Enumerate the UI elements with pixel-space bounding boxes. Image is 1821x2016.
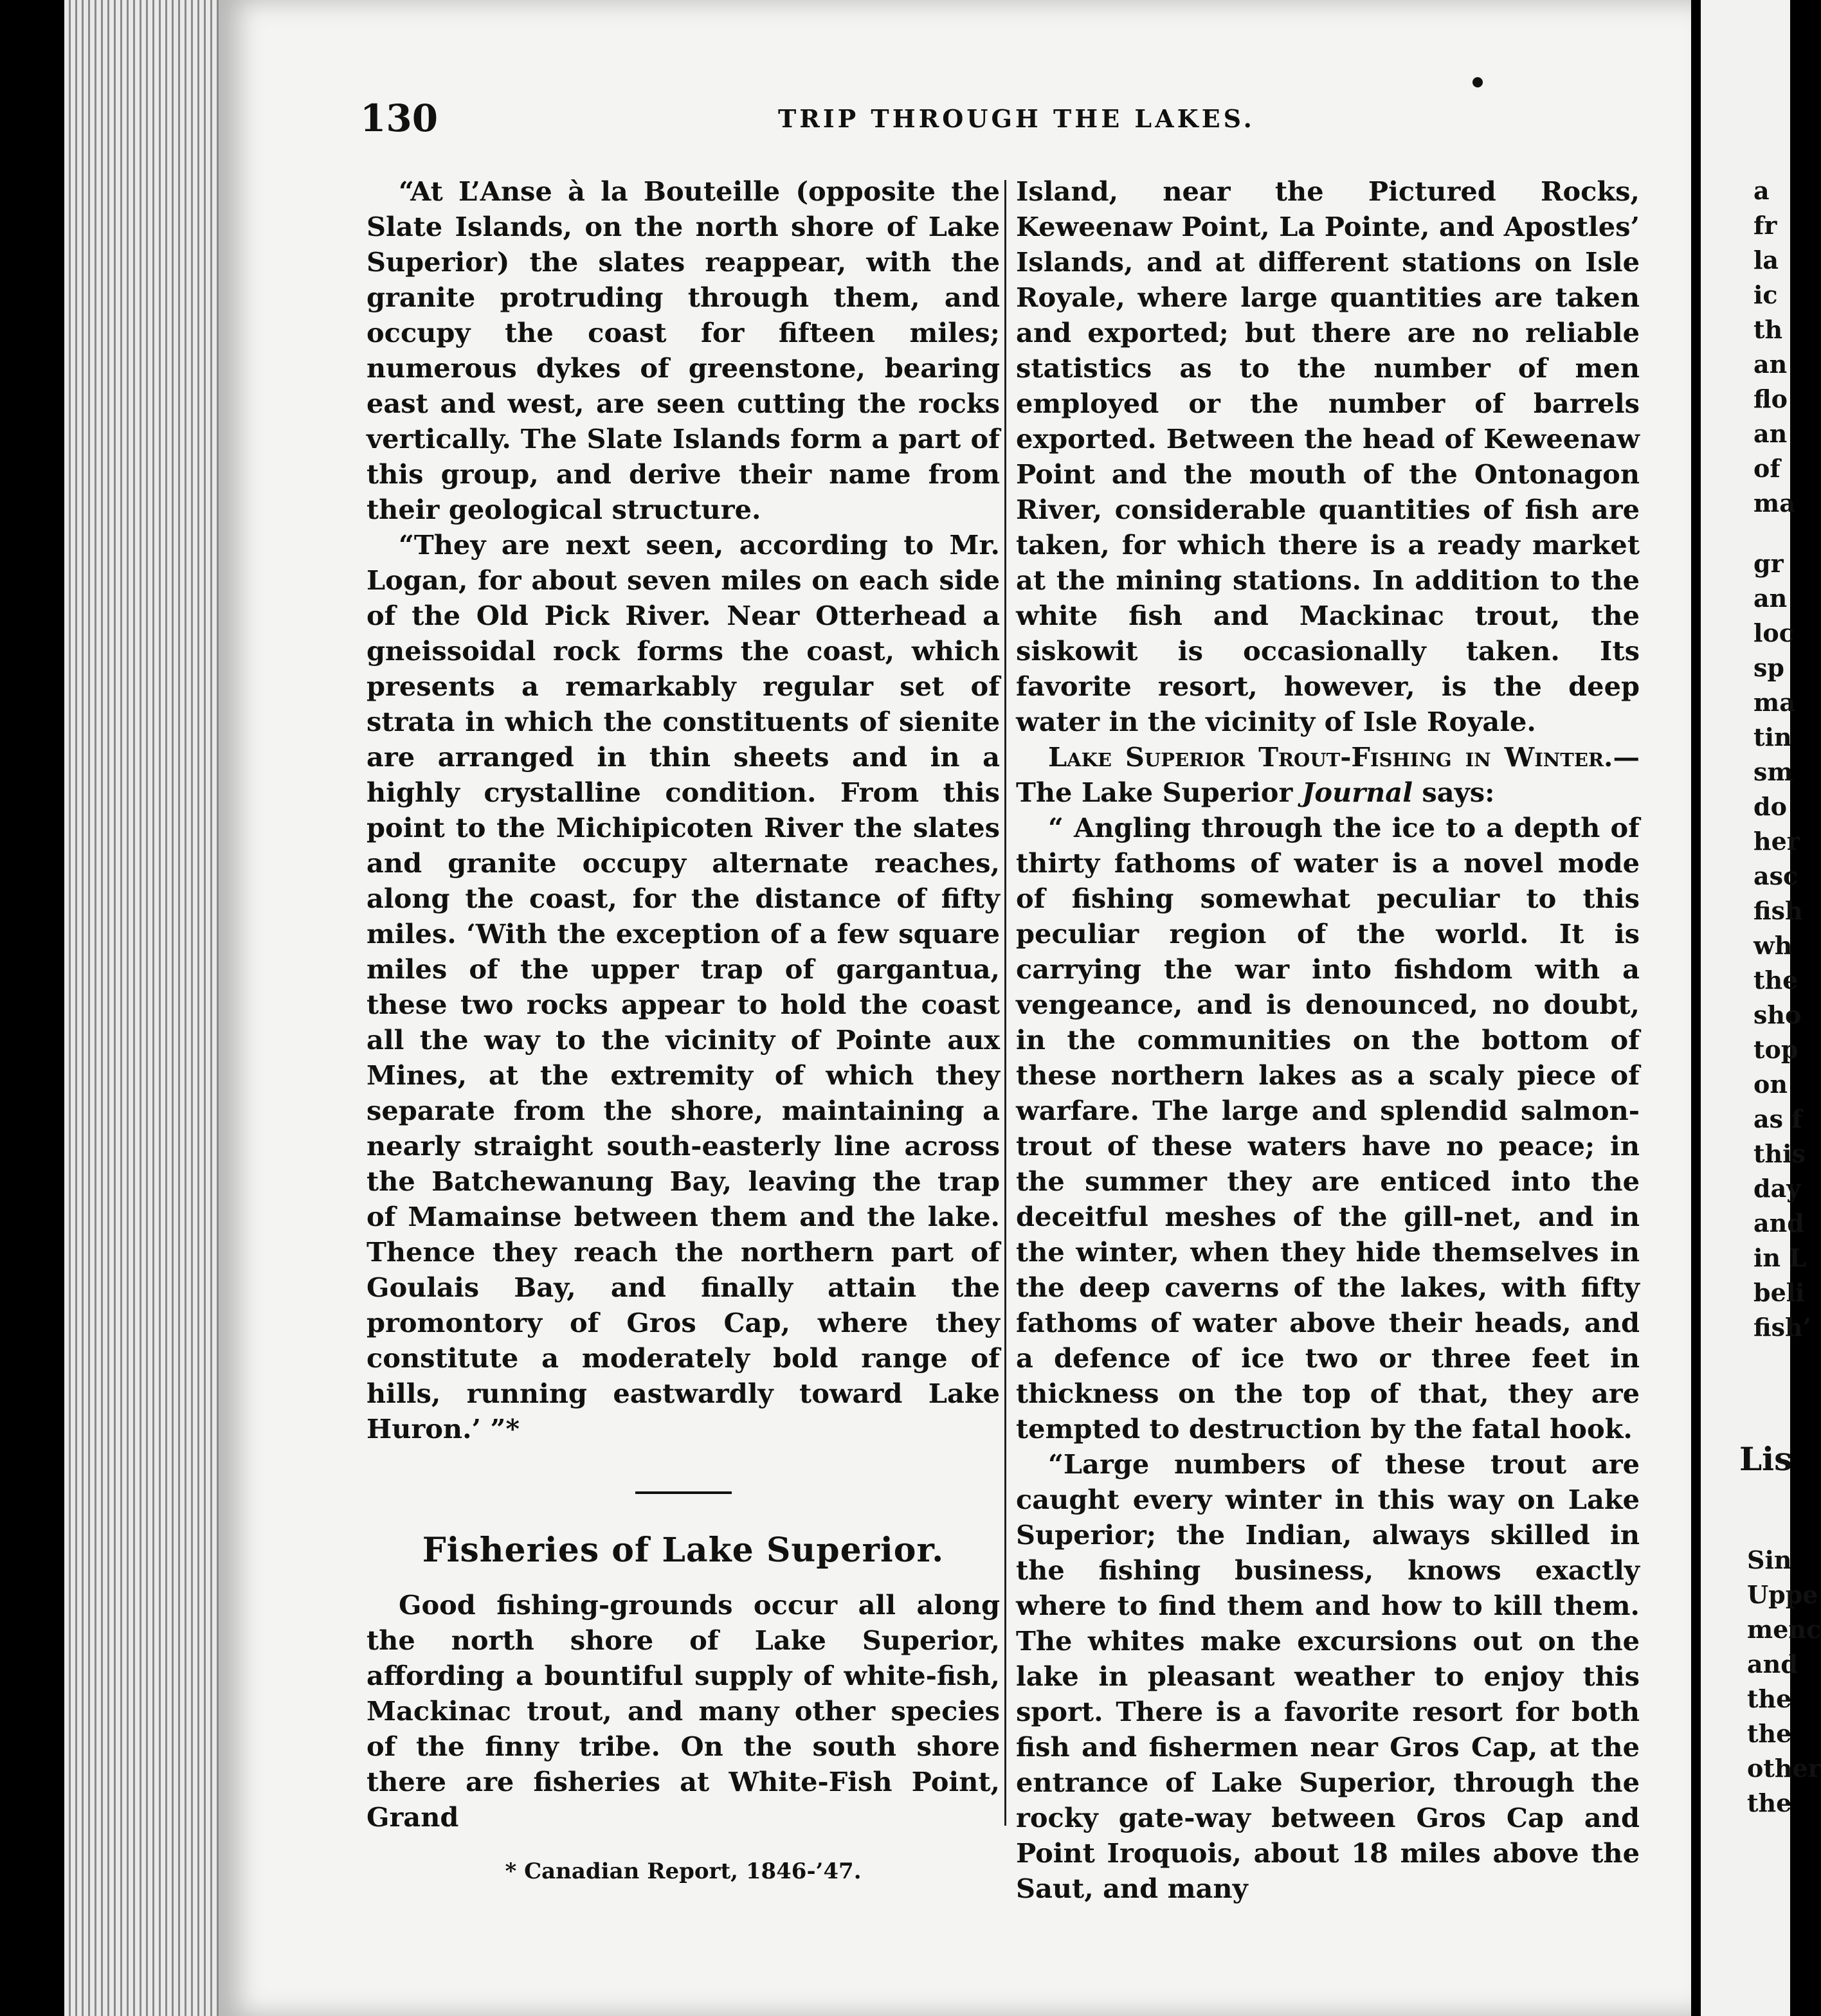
fragment-line: an — [1753, 419, 1788, 448]
fragment-line: la — [1753, 246, 1779, 274]
fragment-line: wh — [1753, 931, 1793, 960]
fragment-line: the — [1753, 966, 1798, 995]
fragment-line: do — [1753, 792, 1787, 821]
fragment-line: the — [1747, 1788, 1792, 1817]
fragment-line: gr — [1753, 549, 1784, 578]
fragment-line: in L — [1753, 1243, 1807, 1272]
fragment-block — [1739, 1543, 1821, 1821]
fragment-line: Sin — [1747, 1545, 1792, 1574]
column-left — [367, 174, 1000, 1884]
column-rule — [1004, 180, 1006, 1826]
run-in-heading: Lake Superior Trout-Fishing in Winter. — [1048, 741, 1613, 773]
fragment-line: beli — [1753, 1278, 1805, 1307]
fragment-line: th — [1753, 315, 1783, 344]
paragraph: “They are next seen, according to Mr. Logan, for about seven miles on each side of the Old Pick River. Near Otterhead a gneissoidal rock forms the coast, which presents a remarkably regular set of strata in which the constituents of sienite are arranged in thin sheets and in a highly crystalline condition. From this point to the Michipicoten River the slates and granite occupy alternate reaches, along the coast, for the distance of fifty miles. ‘With the exception of a few square miles of the upper trap of gargantua, these two rocks appear to hold the coast all the way to the vicinity of Pointe aux Mines, at the extremity of which they separate from the shore, maintaining a nearly straight south-easterly line across the Batchewanung Bay, leaving the trap of Mamainse between them and the lake. Thence they reach the northern part of Goulais Bay, and finally attain the promontory of Gros Cap, where they constitute a moderately bold range of hills, running eastwardly toward Lake Huron.’ ”* — [367, 529, 1000, 1444]
journal-title: Journal — [1301, 777, 1413, 808]
fragment-line: sm — [1753, 757, 1793, 786]
fragment-line: an — [1753, 350, 1788, 379]
page-number: 130 — [360, 96, 439, 140]
paragraph: “ Angling through the ice to a depth of thirty fathoms of water is a novel mode of fishing somewhat peculiar to this peculiar region of the world. It is carrying the war into fishdom with a vengeance, and is denounced, no doubt, in the communities on the bottom of these northern lakes as a scaly piece of warfare. The large and splendid salmon-trout of these waters have no peace; in the summer they are enticed into the deceitful meshes of the gill-net, and in the winter, when they hide themselves in the deep caverns of the lakes, with fifty fathoms of water above their heads, and a defence of ice two or three feet in thickness on the top of that, they are tempted to destruction by the fatal hook. — [1016, 812, 1640, 1444]
fragment-line: an — [1753, 584, 1788, 613]
ink-spot — [1472, 77, 1483, 87]
paragraph-with-heading — [1016, 739, 1640, 810]
fragment-line: on — [1753, 1070, 1788, 1099]
fragment-line: sho — [1753, 1000, 1802, 1029]
fragment-line: fish’ — [1753, 1313, 1811, 1342]
paragraph: “At L’Anse à la Bouteille (opposite the Slate Islands, on the north shore of Lake Superior) the slates reappear, with the granite protruding through them, and occupy the coast for fifteen miles; numerous dykes of greenstone, bearing east and west, are seen cutting the rocks vertically. The Slate Islands form a part of this group, and derive their name from their geological structure. — [367, 176, 1000, 525]
paragraph: Island, near the Pictured Rocks, Keweenaw Point, La Pointe, and Apostles’ Islands, and at different stations on Isle Royale, where large quantities are taken and exported; but there are no reliable statistics as to the number of men employed or the number of barrels exported. Between the head of Keweenaw Point and the mouth of the Ontonagon River, considerable quantities of fish are taken, for which there is a ready market at the mining stations. In addition to the white fish and Mackinac trout, the siskowit is occasionally taken. Its favorite resort, however, is the deep water in the vicinity of Isle Royale. — [1016, 176, 1640, 737]
fragment-line: fr — [1753, 211, 1777, 240]
fragment-line: and — [1747, 1650, 1798, 1679]
fragment-line: and — [1753, 1209, 1804, 1238]
fragment-line: Uppe — [1747, 1580, 1818, 1609]
fragment-line: top — [1753, 1035, 1798, 1064]
fragment-line: other — [1747, 1754, 1821, 1783]
fragment-line: flo — [1753, 384, 1788, 413]
fragment-line: of — [1753, 454, 1780, 483]
fragment-line: loc — [1753, 618, 1794, 647]
fragment-line: ma — [1753, 688, 1795, 717]
text: —The Lake Superior — [1016, 741, 1640, 808]
running-head: TRIP THROUGH THE LAKES. — [778, 104, 1255, 133]
text: says: — [1412, 777, 1495, 808]
fragment-line: asc — [1753, 861, 1798, 890]
fragment-block — [1746, 546, 1811, 1345]
footnote: * Canadian Report, 1846-’47. — [505, 1859, 862, 1884]
fragment-line: her — [1753, 827, 1800, 856]
fragment-line: ic — [1753, 280, 1778, 309]
fragment-line: menc — [1747, 1615, 1821, 1644]
fragment-heading: Lis — [1739, 1440, 1793, 1478]
section-divider — [635, 1491, 732, 1494]
fragment-block — [1746, 174, 1795, 521]
fragment-line: a — [1753, 176, 1770, 205]
fragment-line: tin — [1753, 723, 1792, 752]
fragment-line: day — [1753, 1174, 1801, 1203]
column-right — [1016, 174, 1640, 1904]
fragment-line: as f — [1753, 1104, 1802, 1133]
fragment-line: sp — [1753, 653, 1784, 682]
paragraph: “Large numbers of these trout are caught every winter in this way on Lake Superior; the Indian, always skilled in the fishing business, knows exactly where to find them and how to kill them. The whites make excursions out on the lake in pleasant weather to enjoy this sport. There is a favorite resort for both fish and fishermen near Gros Cap, at the entrance of Lake Superior, through the rocky gate-way between Gros Cap and Point Iroquois, about 18 miles above the Saut, and many — [1016, 1448, 1640, 1904]
page-edges — [64, 0, 225, 2016]
fragment-line: the — [1747, 1719, 1792, 1748]
fragment-line: the — [1747, 1684, 1792, 1713]
page-header — [360, 96, 1640, 140]
fragment-line: this — [1753, 1139, 1806, 1168]
fragment-line: fish — [1753, 896, 1803, 925]
right-page-fragment — [1701, 0, 1821, 2016]
fragment-line: ma — [1753, 489, 1795, 518]
section-title: Fisheries of Lake Superior. — [422, 1531, 945, 1570]
paragraph: Good fishing-grounds occur all along the north shore of Lake Superior, affording a bountiful supply of white-fish, Mackinac trout, and many other species of the finny tribe. On the south shore there are fisheries at White-Fish Point, Grand — [367, 1589, 1000, 1833]
